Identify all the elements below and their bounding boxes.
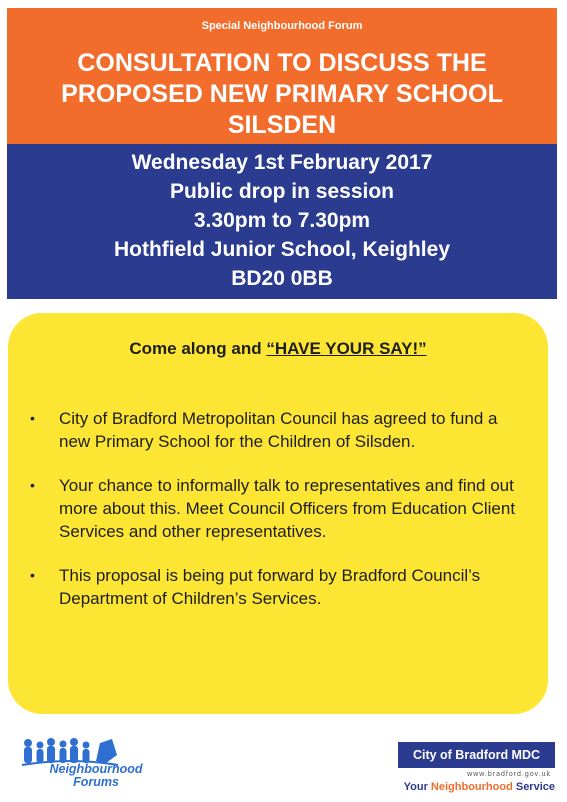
event-date: Wednesday 1st February 2017 [131,151,433,174]
tagline-lead: Your [403,781,431,793]
council-url: www.bradford.gov.uk [467,771,551,778]
event-time: 3.30pm to 7.30pm [193,209,371,232]
council-tagline [398,781,555,793]
forum-kicker: Special Neighbourhood Forum [201,20,363,32]
headline-line: SILSDEN [227,111,337,139]
city-of-bradford-logo [398,742,555,796]
bullet-icon: • [30,567,35,583]
neighbourhood-forums-logo [16,735,156,793]
info-card [8,313,548,714]
headline-line: PROPOSED NEW PRIMARY SCHOOL [61,80,503,108]
event-venue: Hothfield Junior School, Keighley [113,238,451,261]
callout-lead: Come along and [129,339,267,358]
event-postcode: BD20 0BB [231,267,333,290]
list-item [8,564,548,610]
point-text: This proposal is being put forward by Bradford Council’s Department of Children’s Services. [59,566,481,608]
nf-logo-text [36,763,156,789]
info-points [8,407,548,631]
event-details [7,148,557,293]
headline-line: CONSULTATION TO DISCUSS THE [77,49,487,77]
list-item [8,474,548,543]
callout-emphasis: “HAVE YOUR SAY!” [266,339,427,358]
event-type: Public drop in session [169,180,395,203]
bullet-icon: • [30,477,35,493]
point-text: City of Bradford Metropolitan Council has agreed to fund a new Primary School for the Children of Silsden. [59,409,498,451]
tagline-highlight: Neighbourhood [430,781,513,793]
event-banner [7,8,557,299]
page-title [7,48,557,141]
tagline-tail: Service [512,781,555,793]
bullet-icon: • [30,410,35,426]
callout-heading [8,339,548,359]
point-text: Your chance to informally talk to representatives and find out more about this. Meet Council Officers from Education Client Services and other representatives. [59,476,516,541]
nf-logo-line: Neighbourhood [49,762,143,776]
nf-logo-line: Forums [73,775,119,789]
list-item [8,407,548,453]
banner-orange-panel [7,8,557,144]
council-name: City of Bradford MDC [398,742,555,768]
